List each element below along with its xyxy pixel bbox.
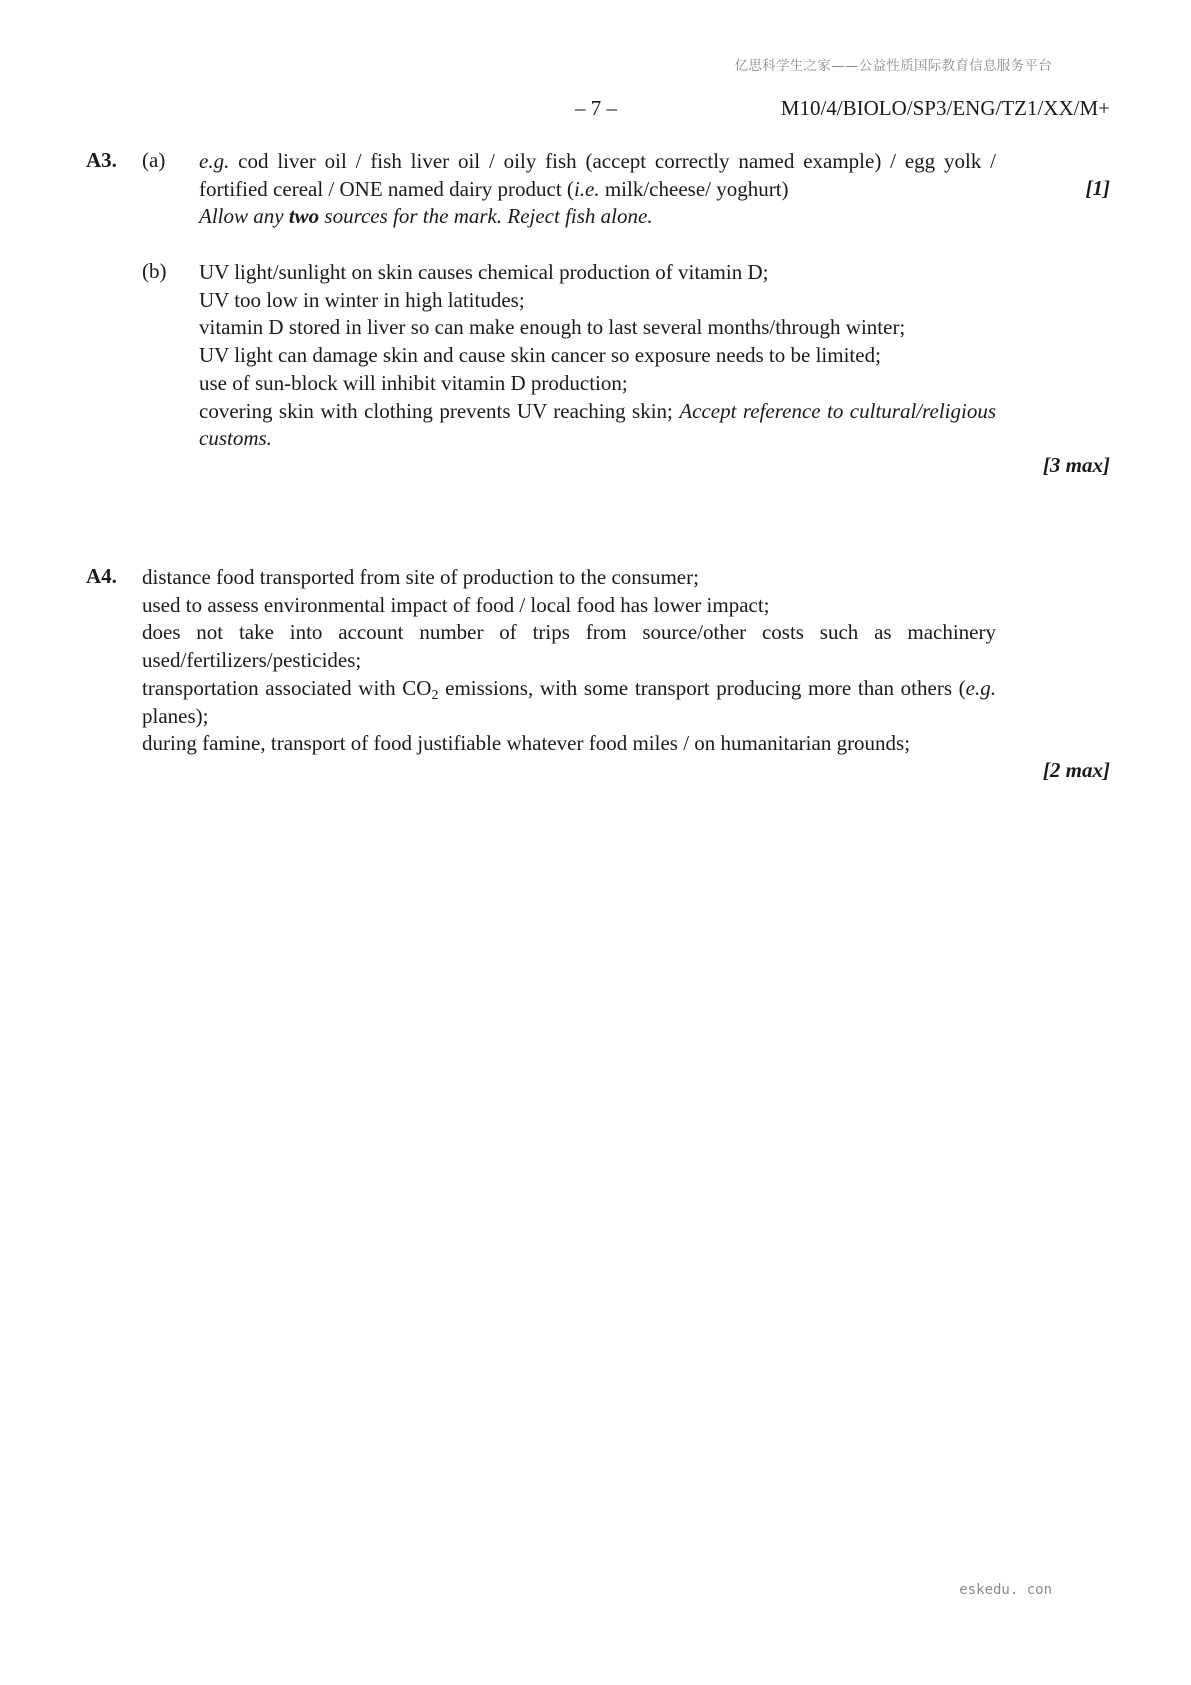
part-label-b: (b): [142, 259, 167, 283]
ie-abbrev: i.e.: [573, 176, 600, 201]
note-a3a-emph: two: [288, 204, 320, 229]
answer-a4: [142, 564, 996, 758]
answer-a3b: [199, 259, 996, 453]
subscript: 2: [431, 687, 439, 703]
note-a3a-2: sources for the mark. Reject fish alone.: [319, 204, 653, 229]
answer-a3a: [199, 148, 996, 231]
eg-abbrev: e.g.: [965, 675, 996, 700]
answer-line: used to assess environmental impact of food / local food has lower impact;: [142, 592, 770, 617]
answer-line: UV light can damage skin and cause skin cancer so exposure needs to be limited;: [199, 343, 881, 368]
note-a3a-1: Allow any: [199, 204, 289, 229]
mark-a3a: [1]: [1085, 176, 1110, 200]
answer-line: vitamin D stored in liver so can make enough to last several months/through winter;: [199, 315, 906, 340]
answer-line: covering skin with clothing prevents UV reaching skin;: [199, 398, 680, 423]
question-number-a3: A3.: [86, 148, 117, 172]
question-number-a4: A4.: [86, 564, 117, 588]
footer-url: eskedu. con: [959, 1582, 1052, 1598]
document-code: M10/4/BIOLO/SP3/ENG/TZ1/XX/M+: [780, 96, 1110, 120]
eg-abbrev: e.g.: [199, 149, 230, 173]
answer-line: distance food transported from site of production to the consumer;: [142, 565, 699, 589]
mark-a4: [2 max]: [1042, 758, 1110, 782]
answer-line: UV light/sunlight on skin causes chemical production of vitamin D;: [199, 260, 769, 284]
answer-line: UV too low in winter in high latitudes;: [199, 287, 525, 312]
answer-a3a-text: cod liver oil / fish liver oil / oily fish (accept correctly named example) / egg yolk / fortified cereal / ONE named dairy product (: [199, 149, 996, 201]
answer-line: transportation associated with CO: [142, 675, 432, 700]
mark-a3b: [3 max]: [1042, 453, 1110, 477]
page-number: – 7 –: [575, 96, 617, 120]
answer-line-end: planes);: [142, 703, 209, 728]
part-label-a: (a): [142, 148, 166, 172]
answer-line: use of sun-block will inhibit vitamin D production;: [199, 370, 628, 395]
answer-line: does not take into account number of trips from source/other costs such as machinery used/fertilizers/pesticides;: [142, 620, 996, 673]
watermark-text: 亿思科学生之家——公益性质国际教育信息服务平台: [734, 58, 1052, 74]
answer-line: during famine, transport of food justifiable whatever food miles / on humanitarian grounds;: [142, 731, 911, 756]
answer-a3a-end: milk/cheese/ yoghurt): [599, 176, 789, 201]
answer-line-cont: emissions, with some transport producing more than others (: [438, 675, 966, 700]
note-a3b: Accept reference to cultural/religious customs.: [199, 398, 997, 451]
